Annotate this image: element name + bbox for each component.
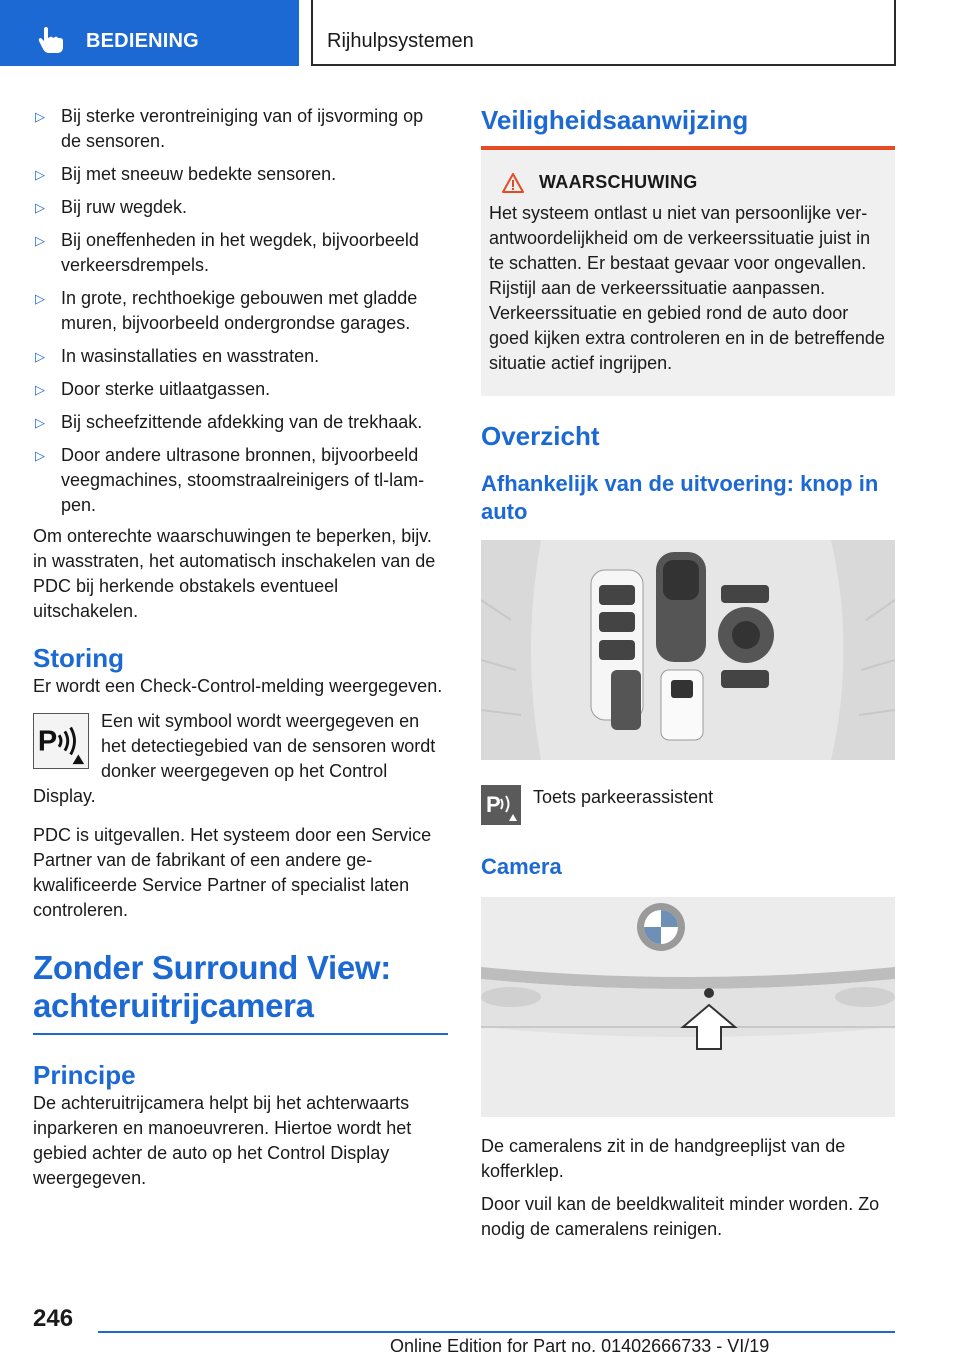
triangle-bullet-icon: ▷ bbox=[35, 109, 45, 124]
heading-rule bbox=[33, 1033, 448, 1035]
warning-text: Het systeem ontlast u niet van persoonlijke verantwoordelijkheid om de verkeerssituatie juist in te schatten. Er bestaat gevaar voor ongevallen. Rijstijl aan de verkeerssituatie aanpassen. Verkeerssituatie en gebied rond de auto door goed kijken extra controleren en in de betreffende situatie actief ingrijpen. bbox=[489, 203, 885, 373]
button-caption-row bbox=[481, 785, 895, 825]
triangle-bullet-icon: ▷ bbox=[35, 382, 45, 397]
triangle-bullet-icon: ▷ bbox=[35, 448, 45, 463]
edition-text: Online Edition for Part no. 01402666733 - VI/19 bbox=[390, 1336, 770, 1356]
symbol-note bbox=[33, 709, 448, 809]
paragraph: De cameralens zit in de handgreeplijst van de kofferklep. bbox=[481, 1136, 846, 1181]
paragraph: Er wordt een Check-Control-melding weergegeven. bbox=[33, 676, 443, 696]
paragraph: De achteruitrijcamera helpt bij het achterwaarts inparkeren en manoeuvreren. Hiertoe wordt het gebied achter de auto op het Control Display weergegeven. bbox=[33, 1093, 412, 1188]
symbol-description: Een wit symbool wordt weergegeven en het detectiegebied van de sensoren wordt donker weergegeven op het Control Display. bbox=[33, 711, 436, 806]
chapter-header bbox=[311, 0, 896, 66]
list-item: ▷ In wasinstallaties en wasstraten. bbox=[33, 344, 448, 369]
triangle-bullet-icon: ▷ bbox=[35, 233, 45, 248]
list-item: ▷ Door andere ultrasone bronnen, bijvoorbeeld veegmachines, stoomstraalreinigers of tl-lampen. bbox=[35, 445, 425, 515]
camera-heading: Camera bbox=[481, 854, 562, 879]
list-item: ▷ In grote, rechthoekige gebouwen met gladde muren, bijvoorbeeld ondergrondse garages. bbox=[35, 288, 418, 333]
overview-heading: Overzicht bbox=[481, 421, 600, 451]
triangle-bullet-icon: ▷ bbox=[35, 415, 45, 430]
main-heading: Zonder Surround View: achteruitrijcamera bbox=[33, 949, 391, 1024]
triangle-bullet-icon: ▷ bbox=[35, 167, 45, 182]
warning-box bbox=[481, 150, 895, 396]
warning-title: WAARSCHUWING bbox=[501, 170, 887, 195]
principe-heading: Principe bbox=[33, 1060, 136, 1090]
right-column bbox=[481, 104, 895, 1250]
storing-heading: Storing bbox=[33, 643, 124, 673]
paragraph: Door vuil kan de beeldkwaliteit minder worden. Zo nodig de cameralens reinigen. bbox=[481, 1194, 880, 1239]
chapter-title: Rijhulpsystemen bbox=[327, 30, 474, 52]
warning-triangle-icon bbox=[501, 172, 525, 194]
section-tab bbox=[0, 0, 299, 66]
button-caption: Toets parkeerassistent bbox=[533, 787, 714, 807]
page-number: 246 bbox=[33, 1305, 74, 1332]
list-item: ▷ Door sterke uitlaatgassen. bbox=[33, 377, 448, 402]
park-assist-button-icon bbox=[481, 785, 521, 825]
list-item: ▷ Bij scheefzittende afdekking van de trekhaak. bbox=[33, 410, 448, 435]
center-console-image bbox=[481, 540, 895, 760]
list-item: ▷ Bij sterke verontreiniging van of ijsvorming op de sensoren. bbox=[35, 106, 424, 151]
paragraph: PDC is uitgevallen. Het systeem door een Service Partner van de fabrikant of een andere gekwalificeerde Service Partner of specialist laten controleren. bbox=[33, 825, 432, 920]
pointing-hand-icon bbox=[38, 26, 64, 54]
triangle-bullet-icon: ▷ bbox=[35, 200, 45, 215]
triangle-bullet-icon: ▷ bbox=[35, 349, 45, 364]
left-column bbox=[33, 104, 448, 1199]
triangle-bullet-icon: ▷ bbox=[35, 291, 45, 306]
footer-rule bbox=[98, 1331, 895, 1333]
paragraph: Om onterechte waarschuwingen te beperken, bijv. in wasstraten, het automatisch inschakelen van de PDC bij herkende obstakels eventueel uitschakelen. bbox=[33, 526, 436, 621]
safety-heading: Veiligheidsaanwijzing bbox=[481, 105, 749, 135]
svg-text:P: P bbox=[37, 725, 58, 758]
svg-text:P: P bbox=[486, 792, 501, 817]
pdc-parking-symbol-icon bbox=[33, 713, 89, 769]
list-item: ▷ Bij ruw wegdek. bbox=[33, 195, 448, 220]
list-item: ▷ Bij met sneeuw bedekte sensoren. bbox=[33, 162, 448, 187]
list-item: ▷ Bij oneffenheden in het wegdek, bijvoorbeeld verkeersdrempels. bbox=[35, 230, 419, 275]
trunk-camera-image bbox=[481, 897, 895, 1117]
section-title: BEDIENING bbox=[86, 30, 199, 52]
bullet-list bbox=[33, 104, 448, 518]
sub-heading: Afhankelijk van de uitvoering: knop in auto bbox=[481, 471, 879, 524]
